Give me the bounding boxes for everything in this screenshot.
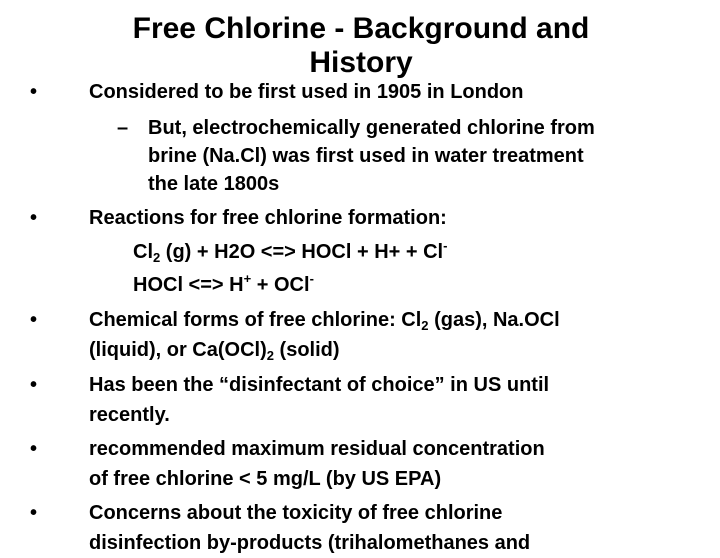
bullet-3-line-1-subscript: 2 bbox=[421, 318, 429, 333]
slide-title bbox=[96, 12, 626, 80]
bullet-marker: • bbox=[30, 502, 38, 524]
sub-bullet-1-line-3: the late 1800s bbox=[148, 173, 280, 195]
bullet-marker: • bbox=[30, 207, 38, 229]
slide-title-line-2: History bbox=[309, 46, 413, 79]
bullet-marker: • bbox=[30, 81, 38, 103]
equation-1-subscript: 2 bbox=[153, 250, 161, 265]
bullet-3-line-1-part-a: Chemical forms of free chlorine: Cl bbox=[89, 309, 422, 331]
bullet-2-text: Reactions for free chlorine formation: bbox=[89, 207, 447, 229]
equation-1-part-a: Cl bbox=[133, 241, 153, 263]
equation-1-part-b: (g) + H2O <=> HOCl + H+ + Cl bbox=[160, 241, 444, 263]
bullet-4-line-1: Has been the “disinfectant of choice” in US until bbox=[89, 374, 550, 396]
equation-2-part-a: HOCl <=> H bbox=[133, 274, 244, 296]
sub-bullet-1-line-1: But, electrochemically generated chlorine from bbox=[148, 117, 595, 139]
bullet-1-text: Considered to be first used in 1905 in London bbox=[89, 81, 524, 103]
bullet-4-line-2: recently. bbox=[89, 404, 170, 426]
bullet-3-line-2-part-b: (solid) bbox=[274, 339, 340, 361]
bullet-6-line-1: Concerns about the toxicity of free chlorine bbox=[89, 502, 503, 524]
bullet-3-line-1-part-b: (gas), Na.OCl bbox=[428, 309, 560, 331]
equation-1 bbox=[133, 237, 447, 267]
bullet-3-line-1 bbox=[89, 305, 560, 335]
bullet-5-line-2: of free chlorine < 5 mg/L (by US EPA) bbox=[89, 468, 442, 490]
bullet-3-line-2 bbox=[89, 335, 340, 365]
equation-2-superscript-1: + bbox=[243, 271, 252, 286]
bullet-marker: • bbox=[30, 438, 38, 460]
slide-title-line-1: Free Chlorine - Background and bbox=[132, 12, 590, 45]
bullet-6-line-2: disinfection by-products (trihalomethanes and bbox=[89, 532, 531, 554]
bullet-3-line-2-subscript: 2 bbox=[266, 348, 274, 363]
sub-bullet-dash: – bbox=[117, 117, 129, 139]
bullet-5-line-1: recommended maximum residual concentration bbox=[89, 438, 545, 460]
equation-1-superscript: - bbox=[443, 238, 448, 253]
bullet-marker: • bbox=[30, 309, 38, 331]
equation-2-superscript-2: - bbox=[309, 271, 314, 286]
bullet-marker: • bbox=[30, 374, 38, 396]
equation-2 bbox=[133, 270, 314, 300]
bullet-3-line-2-part-a: (liquid), or Ca(OCl) bbox=[89, 339, 267, 361]
sub-bullet-1-line-2: brine (Na.Cl) was first used in water treatment bbox=[148, 145, 584, 167]
equation-2-part-b: + OCl bbox=[251, 274, 310, 296]
